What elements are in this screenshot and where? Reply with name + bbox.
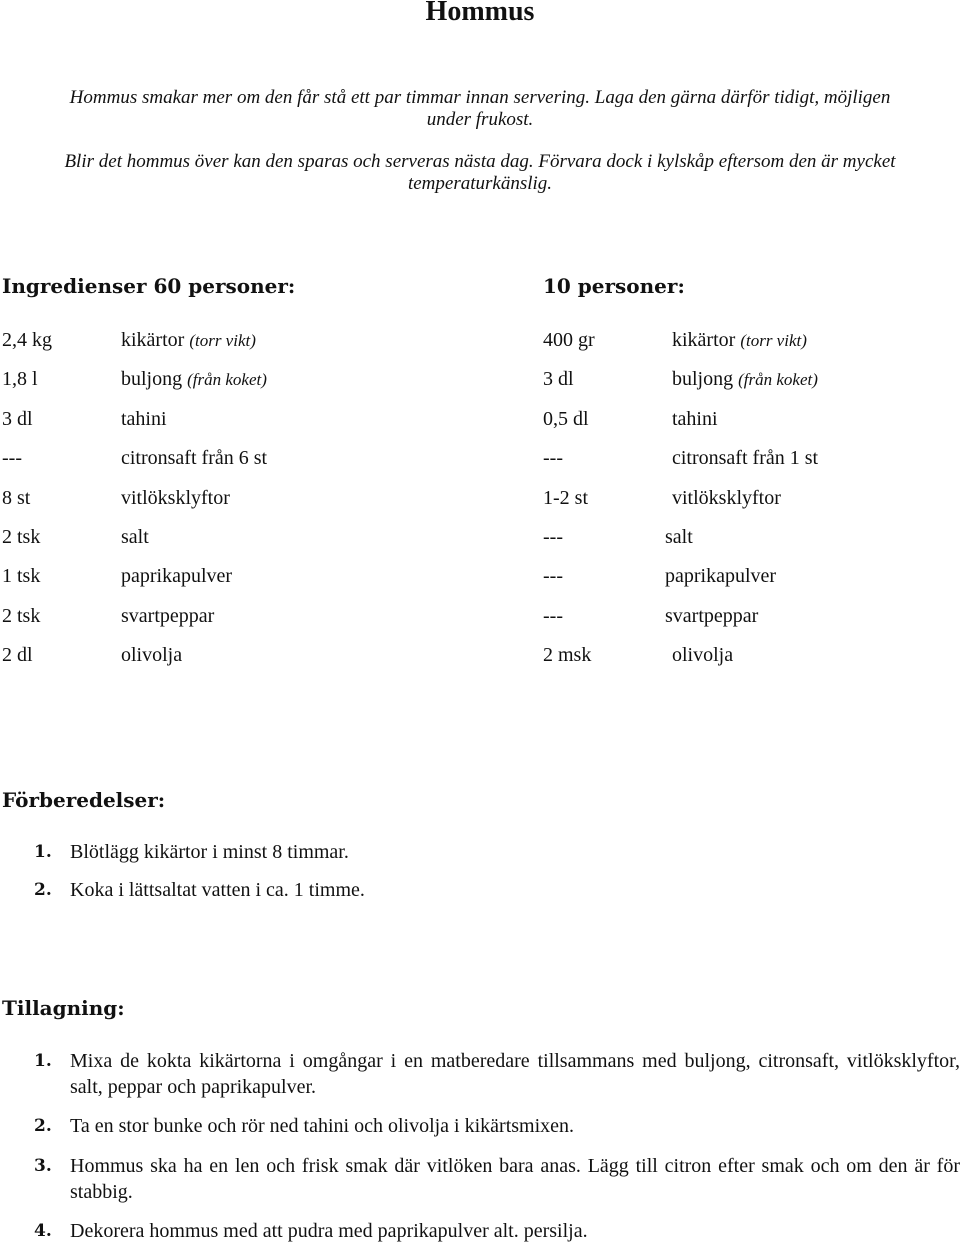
quantity-60-text: 8 st (2, 487, 31, 509)
quantity-10-text: 0,5 dl (543, 408, 589, 430)
quantity-60 (2, 407, 33, 431)
ingredients-heading-60: Ingredienser 60 personer: (2, 274, 296, 298)
ingredient-name-60-text: salt (121, 526, 149, 548)
ingredient-name-60 (121, 407, 167, 431)
ingredient-name-10-text: kikärtor (672, 329, 736, 351)
preparation-heading: Förberedelser: (2, 788, 166, 812)
quantity-10 (543, 328, 595, 352)
ingredient-row (0, 367, 960, 391)
ingredient-name-60-text: kikärtor (121, 329, 185, 351)
quantity-60 (2, 328, 52, 352)
quantity-60-text: 1,8 l (2, 368, 38, 390)
quantity-10 (543, 525, 563, 549)
ingredient-row (0, 525, 960, 549)
ingredient-name-60 (121, 446, 267, 470)
ingredient-name-10-text: tahini (672, 408, 718, 430)
ingredients-heading-10: 10 personer: (543, 274, 685, 298)
step-text: Koka i lättsaltat vatten i ca. 1 timme. (70, 879, 365, 901)
ingredient-name-60 (121, 643, 182, 667)
step-text: Blötlägg kikärtor i minst 8 timmar. (70, 841, 349, 863)
step-text: Mixa de kokta kikärtorna i omgångar i en matberedare tillsammans med buljong, citronsaft, vitlöksklyftor, salt, peppar och paprikapulver. (70, 1050, 960, 1098)
ingredient-note: (torr vikt) (740, 331, 807, 350)
ingredient-row (0, 446, 960, 470)
quantity-60-text: 2 dl (2, 644, 33, 666)
ingredient-name-10 (672, 446, 818, 470)
intro-paragraph-1 (0, 87, 960, 131)
quantity-60-text: 3 dl (2, 408, 33, 430)
quantity-60 (2, 446, 22, 470)
intro-paragraph-2 (0, 151, 960, 195)
step-text: Hommus ska ha en len och frisk smak där vitlöken bara anas. Lägg till citron efter smak och om den är för stabbig. (70, 1155, 960, 1203)
ingredient-name-60-text: olivolja (121, 644, 183, 666)
ingredient-name-10 (672, 328, 807, 353)
ingredient-name-60 (121, 328, 256, 353)
intro-line: under frukost. (426, 109, 534, 130)
quantity-10-text: --- (543, 526, 563, 548)
ingredient-name-60-text: svartpeppar (121, 605, 215, 627)
ingredient-name-10 (672, 407, 718, 431)
quantity-10-text: 2 msk (543, 644, 592, 666)
ingredient-name-10-text: citronsaft från 1 st (672, 447, 819, 469)
ingredient-name-10-text: vitlöksklyftor (672, 487, 781, 509)
ingredient-row (0, 564, 960, 588)
ingredient-name-60 (121, 604, 214, 628)
quantity-10-text: 3 dl (543, 368, 574, 390)
ingredient-name-10-text: buljong (672, 368, 734, 390)
step-number: 4. (34, 1221, 52, 1241)
quantity-60 (2, 367, 38, 391)
ingredient-name-60 (121, 564, 232, 588)
ingredient-name-10-text: olivolja (672, 644, 734, 666)
ingredient-name-60 (121, 486, 230, 510)
intro-line: Hommus smakar mer om den får stå ett par timmar innan servering. Laga den gärna därför tidigt, möjligen (69, 87, 891, 108)
step-number: 2. (34, 1116, 52, 1136)
quantity-60 (2, 564, 40, 588)
ingredient-row (0, 604, 960, 628)
ingredient-name-60-text: tahini (121, 408, 167, 430)
ingredient-row (0, 486, 960, 510)
ingredient-name-60-text: citronsaft från 6 st (121, 447, 268, 469)
ingredient-row (0, 643, 960, 667)
step-number: 2. (34, 880, 52, 900)
step-text: Ta en stor bunke och rör ned tahini och olivolja i kikärtsmixen. (70, 1115, 575, 1137)
ingredient-name-60 (121, 367, 267, 392)
quantity-10-text: --- (543, 565, 563, 587)
ingredient-note: (från koket) (187, 370, 267, 389)
cooking-heading: Tillagning: (2, 996, 125, 1020)
step-text: Dekorera hommus med att pudra med paprikapulver alt. persilja. (70, 1220, 588, 1242)
ingredient-name-10-text: svartpeppar (665, 605, 759, 627)
ingredient-name-60-text: buljong (121, 368, 183, 390)
ingredient-name-60 (121, 525, 149, 549)
step-number: 1. (34, 1051, 52, 1071)
quantity-10-text: 400 gr (543, 329, 595, 351)
quantity-60 (2, 604, 40, 628)
quantity-10 (543, 564, 563, 588)
ingredient-name-10-text: paprikapulver (665, 565, 777, 587)
quantity-10-text: 1-2 st (543, 487, 588, 509)
quantity-60-text: 2,4 kg (2, 329, 52, 351)
quantity-10 (543, 604, 563, 628)
quantity-60-text: 1 tsk (2, 565, 41, 587)
intro-line: Blir det hommus över kan den sparas och serveras nästa dag. Förvara dock i kylskåp eftersom den är mycket (64, 151, 896, 172)
quantity-10 (543, 407, 589, 431)
ingredient-name-10 (672, 486, 781, 510)
ingredient-name-10 (672, 367, 818, 392)
ingredient-name-10 (665, 564, 776, 588)
step-number: 1. (34, 842, 52, 862)
quantity-10-text: --- (543, 605, 563, 627)
ingredient-row (0, 407, 960, 431)
quantity-60-text: --- (2, 447, 22, 469)
quantity-60 (2, 643, 33, 667)
quantity-60-text: 2 tsk (2, 526, 41, 548)
quantity-60 (2, 525, 40, 549)
ingredient-row (0, 328, 960, 352)
quantity-10 (543, 643, 591, 667)
ingredient-name-10-text: salt (665, 526, 693, 548)
step-number: 3. (34, 1156, 52, 1176)
quantity-10 (543, 486, 588, 510)
ingredient-name-10 (665, 525, 693, 549)
intro-line: temperaturkänslig. (407, 173, 553, 194)
ingredient-name-60-text: paprikapulver (121, 565, 233, 587)
page-title: Hommus (425, 0, 535, 27)
ingredient-name-60-text: vitlöksklyftor (121, 487, 230, 509)
quantity-10-text: --- (543, 447, 563, 469)
quantity-60-text: 2 tsk (2, 605, 41, 627)
quantity-60 (2, 486, 30, 510)
quantity-10 (543, 367, 574, 391)
ingredient-note: (torr vikt) (189, 331, 256, 350)
ingredient-note: (från koket) (738, 370, 818, 389)
quantity-10 (543, 446, 563, 470)
ingredient-name-10 (672, 643, 733, 667)
ingredient-name-10 (665, 604, 758, 628)
